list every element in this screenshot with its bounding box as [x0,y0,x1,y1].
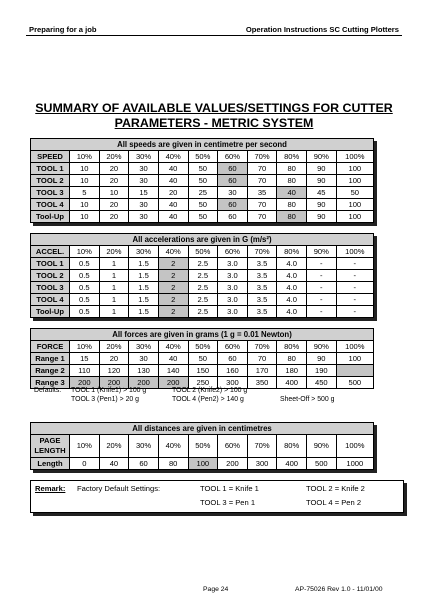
speed-cell: 80 [277,199,307,211]
speed-cell: 50 [188,175,218,187]
accel-cell: - [307,258,337,270]
remark-tool-4: TOOL 4 = Pen 2 [306,498,362,507]
accel-row-label: Tool-Up [31,306,70,318]
accel-cell: 3.5 [247,294,277,306]
speed-header-cell: 50% [188,151,218,163]
force-cell: 450 [307,377,337,389]
accel-row [31,294,374,306]
page-header [26,23,402,36]
speed-row-label: TOOL 1 [31,163,70,175]
speed-row [31,175,374,187]
distance-header-cell: 20% [99,435,129,458]
force-cell: 200 [99,377,129,389]
force-header-cell: 80% [277,341,307,353]
speed-cell: 70 [247,175,277,187]
speed-header-cell: 100% [336,151,373,163]
force-header-cell: FORCE [31,341,70,353]
accel-table [30,233,374,318]
accel-cell: 4.0 [277,258,307,270]
accel-row-label: TOOL 4 [31,294,70,306]
speed-cell: 80 [277,163,307,175]
accel-cell: 4.0 [277,282,307,294]
accel-header-cell: 80% [277,246,307,258]
default-tool-1: TOOL 1 (Knife1) > 100 g [71,387,147,394]
distance-caption: All distances are given in centimetres [31,423,374,435]
speed-header-cell: 90% [307,151,337,163]
speed-header-cell: 20% [99,151,129,163]
accel-cell: 0.5 [70,306,100,318]
speed-cell: 20 [99,211,129,223]
speed-header-cell: 40% [158,151,188,163]
accel-cell: 2 [158,270,188,282]
accel-cell: - [307,306,337,318]
force-cell: 500 [336,377,373,389]
speed-cell: 40 [277,187,307,199]
accel-cell: 1 [99,270,129,282]
distance-header-cell: 80% [277,435,307,458]
speed-cell: 90 [307,211,337,223]
default-sheet-off: Sheet-Off > 500 g [280,396,335,403]
remark-box [30,480,404,513]
distance-row [31,458,374,470]
speed-cell: 50 [188,163,218,175]
accel-cell: 4.0 [277,270,307,282]
speed-cell: 30 [129,199,159,211]
accel-cell: 1.5 [129,270,159,282]
speed-cell: 30 [129,211,159,223]
force-cell: 200 [158,377,188,389]
accel-cell: - [307,282,337,294]
accel-header-cell: ACCEL. [31,246,70,258]
force-cell: 15 [70,353,100,365]
force-cell: 110 [70,365,100,377]
speed-cell: 30 [218,187,248,199]
speed-cell: 50 [336,187,373,199]
speed-cell: 70 [247,211,277,223]
speed-row-label: TOOL 2 [31,175,70,187]
force-cell: 400 [277,377,307,389]
speed-cell: 15 [129,187,159,199]
speed-cell: 10 [70,175,100,187]
speed-cell: 100 [336,211,373,223]
force-cell: 30 [129,353,159,365]
distance-cell: 80 [158,458,188,470]
speed-cell: 60 [218,199,248,211]
force-cell: 300 [218,377,248,389]
force-cell: 200 [70,377,100,389]
accel-cell: 3.5 [247,306,277,318]
accel-row [31,270,374,282]
speed-cell: 50 [188,211,218,223]
distance-cell: 0 [70,458,100,470]
accel-cell: - [336,306,373,318]
accel-cell: 2.5 [188,270,218,282]
force-row-label: Range 3 [31,377,70,389]
distance-cell: 100 [188,458,218,470]
accel-cell: 3.5 [247,282,277,294]
accel-header-cell: 10% [70,246,100,258]
speed-header-cell: SPEED [31,151,70,163]
accel-cell: 1.5 [129,258,159,270]
accel-cell: 2 [158,258,188,270]
speed-header-cell: 10% [70,151,100,163]
accel-cell: - [336,270,373,282]
accel-cell: 2 [158,306,188,318]
speed-header-cell: 70% [247,151,277,163]
force-cell: 150 [188,365,218,377]
distance-cell: 1000 [336,458,373,470]
accel-cell: 3.0 [218,270,248,282]
accel-row [31,306,374,318]
distance-header-cell: 60% [218,435,248,458]
speed-cell: 5 [70,187,100,199]
distance-row-label: Length [31,458,70,470]
accel-cell: 2 [158,282,188,294]
doc-revision: AP-75026 Rev 1.0 - 11/01/00 [295,586,383,593]
accel-cell: 3.0 [218,306,248,318]
accel-cell: - [307,294,337,306]
accel-cell: - [336,282,373,294]
distance-table [30,422,374,470]
remark-label: Remark: [35,484,66,493]
speed-cell: 80 [277,211,307,223]
accel-cell: 0.5 [70,258,100,270]
force-cell: 200 [129,377,159,389]
accel-cell: 0.5 [70,294,100,306]
accel-cell: 2.5 [188,294,218,306]
accel-cell: 3.0 [218,294,248,306]
accel-cell: 3.5 [247,270,277,282]
distance-cell: 40 [99,458,129,470]
accel-cell: 4.0 [277,294,307,306]
distance-header-cell: 10% [70,435,100,458]
accel-row-label: TOOL 1 [31,258,70,270]
remark-tool-3: TOOL 3 = Pen 1 [200,498,256,507]
speed-cell: 90 [307,199,337,211]
distance-cell: 400 [277,458,307,470]
accel-cell: 4.0 [277,306,307,318]
force-cell: 40 [158,353,188,365]
accel-cell: 2 [158,294,188,306]
force-cell: 160 [218,365,248,377]
force-cell: 170 [247,365,277,377]
accel-header-cell: 30% [129,246,159,258]
speed-cell: 25 [188,187,218,199]
accel-header-cell: 60% [218,246,248,258]
force-header-cell: 20% [99,341,129,353]
accel-caption: All accelerations are given in G (m/s²) [31,234,374,246]
force-cell: 20 [99,353,129,365]
header-doc-title: Operation Instructions SC Cutting Plotters [245,25,399,34]
speed-cell: 60 [218,163,248,175]
distance-cell: 60 [129,458,159,470]
speed-cell: 20 [99,199,129,211]
force-cell: 70 [247,353,277,365]
speed-cell: 60 [218,175,248,187]
force-cell: 350 [247,377,277,389]
distance-header-cell: 90% [307,435,337,458]
speed-row [31,199,374,211]
accel-cell: - [336,258,373,270]
force-header-cell: 50% [188,341,218,353]
accel-header-cell: 50% [188,246,218,258]
accel-header-cell: 100% [336,246,373,258]
speed-row-label: TOOL 3 [31,187,70,199]
force-cell: 90 [307,353,337,365]
force-header-cell: 10% [70,341,100,353]
accel-cell: 1.5 [129,282,159,294]
accel-cell: 1.5 [129,294,159,306]
distance-header-cell: 40% [158,435,188,458]
force-table [30,328,374,389]
speed-cell: 10 [70,163,100,175]
speed-header-cell: 80% [277,151,307,163]
accel-cell: 0.5 [70,270,100,282]
force-header-cell: 40% [158,341,188,353]
force-header-cell: 90% [307,341,337,353]
accel-row-label: TOOL 3 [31,282,70,294]
speed-cell: 60 [218,211,248,223]
speed-cell: 90 [307,163,337,175]
speed-cell: 20 [99,163,129,175]
accel-cell: 0.5 [70,282,100,294]
accel-cell: 3.0 [218,258,248,270]
accel-cell: 3.5 [247,258,277,270]
accel-row-label: TOOL 2 [31,270,70,282]
speed-header-cell: 60% [218,151,248,163]
distance-cell: 200 [218,458,248,470]
force-cell: 60 [218,353,248,365]
accel-cell: 2.5 [188,306,218,318]
speed-cell: 80 [277,175,307,187]
speed-cell: 35 [247,187,277,199]
force-cell: 130 [129,365,159,377]
accel-row [31,282,374,294]
force-header-cell: 60% [218,341,248,353]
header-section-title: Preparing for a job [29,25,97,34]
page-title [26,101,402,131]
accel-cell: 1 [99,258,129,270]
force-row-label: Range 1 [31,353,70,365]
force-cell: 190 [307,365,337,377]
speed-cell: 10 [70,211,100,223]
speed-cell: 40 [158,199,188,211]
force-cell: 50 [188,353,218,365]
force-row [31,365,374,377]
accel-cell: - [307,270,337,282]
distance-header-cell: 50% [188,435,218,458]
default-tool-3: TOOL 3 (Pen1) > 20 g [71,396,139,403]
speed-cell: 100 [336,175,373,187]
defaults-label: Defaults: [34,387,62,394]
accel-cell: 1 [99,282,129,294]
remark-text: Factory Default Settings: [77,484,161,493]
speed-cell: 40 [158,175,188,187]
distance-header-cell: PAGE LENGTH [31,435,70,458]
speed-cell: 100 [336,199,373,211]
speed-cell: 50 [188,199,218,211]
speed-cell: 40 [158,211,188,223]
speed-row [31,187,374,199]
distance-header-cell: 100% [336,435,373,458]
speed-cell: 70 [247,163,277,175]
force-cell: 120 [99,365,129,377]
speed-row-label: Tool-Up [31,211,70,223]
accel-cell: - [336,294,373,306]
accel-header-cell: 40% [158,246,188,258]
speed-cell: 30 [129,163,159,175]
accel-cell: 1 [99,306,129,318]
accel-cell: 3.0 [218,282,248,294]
force-cell [336,365,373,377]
speed-cell: 100 [336,163,373,175]
accel-cell: 1.5 [129,306,159,318]
force-cell: 180 [277,365,307,377]
title-line-2: PARAMETERS - METRIC SYSTEM [114,116,314,130]
accel-cell: 1 [99,294,129,306]
distance-header-cell: 70% [247,435,277,458]
force-header-cell: 30% [129,341,159,353]
speed-header-cell: 30% [129,151,159,163]
force-cell: 250 [188,377,218,389]
distance-cell: 300 [247,458,277,470]
remark-tool-1: TOOL 1 = Knife 1 [200,484,259,493]
speed-row [31,211,374,223]
speed-cell: 70 [247,199,277,211]
title-line-1: SUMMARY OF AVAILABLE VALUES/SETTINGS FOR CUTTER [35,101,393,115]
speed-cell: 30 [129,175,159,187]
force-row-label: Range 2 [31,365,70,377]
accel-header-cell: 90% [307,246,337,258]
force-cell: 80 [277,353,307,365]
default-tool-4: TOOL 4 (Pen2) > 140 g [172,396,244,403]
distance-header-cell: 30% [129,435,159,458]
speed-table [30,138,374,223]
accel-cell: 2.5 [188,258,218,270]
speed-row-label: TOOL 4 [31,199,70,211]
force-cell: 100 [336,353,373,365]
accel-row [31,258,374,270]
speed-cell: 40 [158,163,188,175]
speed-cell: 45 [307,187,337,199]
speed-cell: 10 [99,187,129,199]
force-cell: 140 [158,365,188,377]
remark-tool-2: TOOL 2 = Knife 2 [306,484,365,493]
distance-cell: 500 [307,458,337,470]
force-header-cell: 70% [247,341,277,353]
force-defaults [34,386,374,406]
force-row [31,353,374,365]
force-caption: All forces are given in grams (1 g = 0.01 Newton) [31,329,374,341]
speed-row [31,163,374,175]
speed-cell: 90 [307,175,337,187]
speed-caption: All speeds are given in centimetre per second [31,139,374,151]
speed-cell: 20 [99,175,129,187]
speed-cell: 10 [70,199,100,211]
accel-cell: 2.5 [188,282,218,294]
accel-header-cell: 70% [247,246,277,258]
page-number: Page 24 [203,586,229,593]
default-tool-2: TOOL 2 (Knife2) > 100 g [172,387,248,394]
accel-header-cell: 20% [99,246,129,258]
force-header-cell: 100% [336,341,373,353]
speed-cell: 20 [158,187,188,199]
